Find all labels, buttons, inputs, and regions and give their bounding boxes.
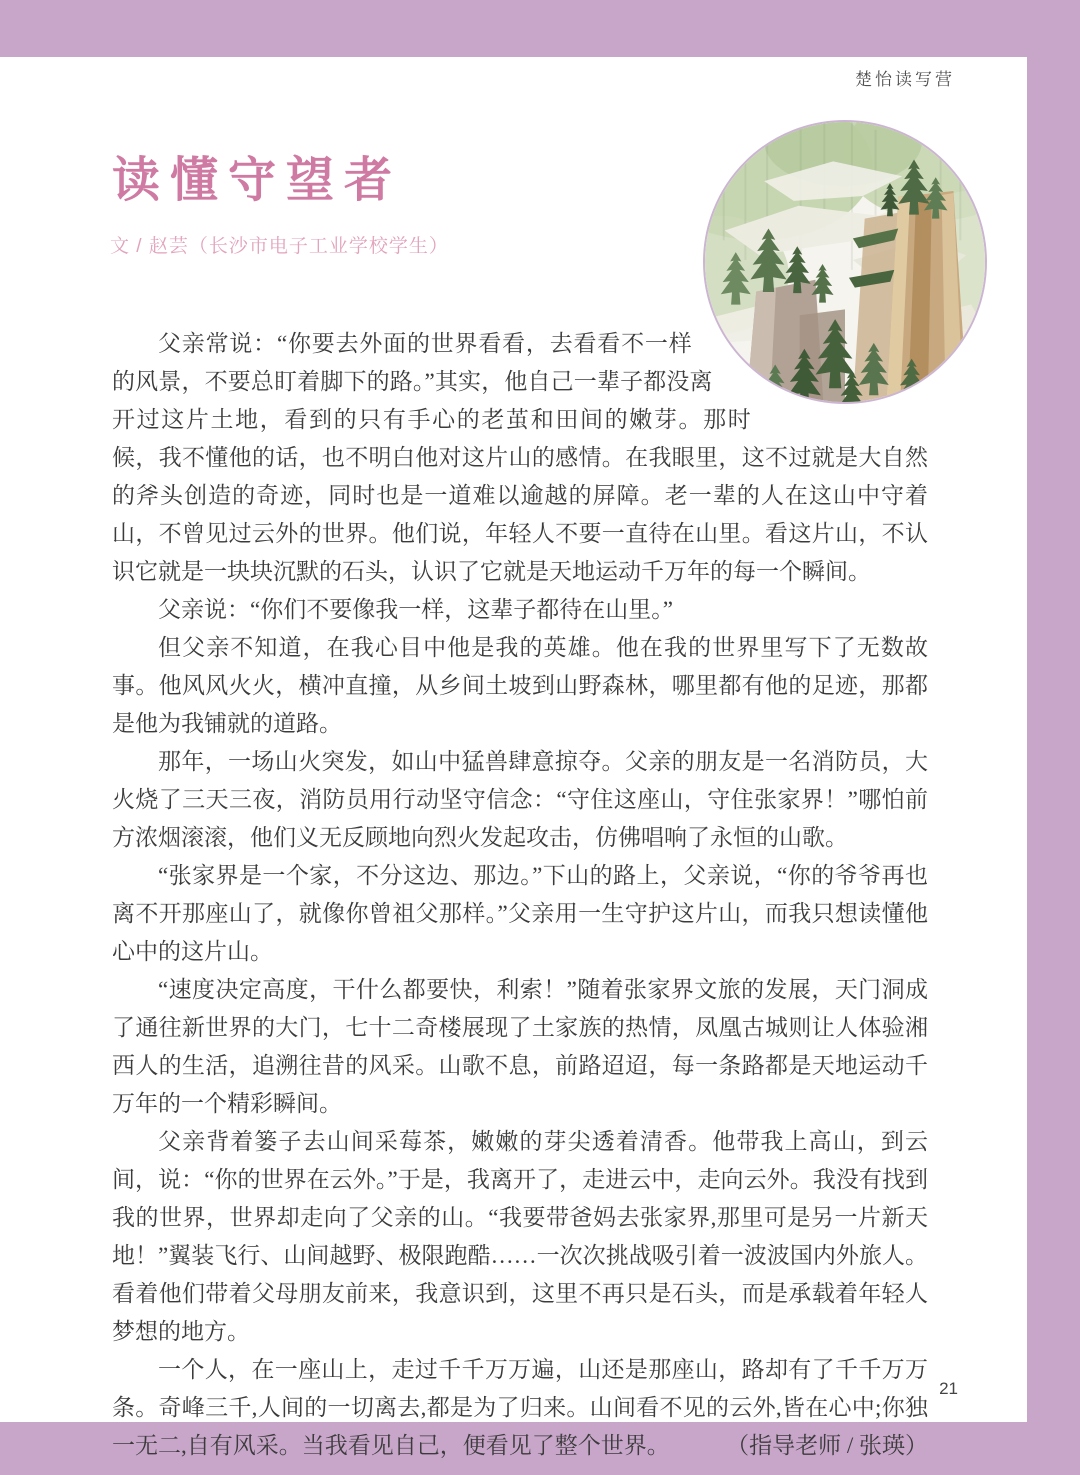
paragraph: 父亲常说：“你要去外面的世界看看，去看看不一样的风景，不要总盯着脚下的路。”其实，他自己一辈子都没离开过这片土地，看到的只有手心的老茧和田间的嫩芽。那时候，我不懂他的话，也不明白他对这片山的感情。在我眼里，这不过就是大自然的斧头创造的奇迹，同时也是一道难以逾越的屏障。老一辈的人在这山中守着山，不曾见过云外的世界。他们说，年轻人不要一直待在山里。看这片山，不认识它就是一块块沉默的石头，认识了它就是天地运动千万年的每一个瞬间。 bbox=[112, 331, 928, 584]
page-header-label: 楚怡读写营 bbox=[855, 70, 955, 89]
paragraph-text: 一个人，在一座山上，走过千千万万遍，山还是那座山，路却有了千千万万条。奇峰三千,人间的一切离去,都是为了归来。山间看不见的云外,皆在心中;你独一无二,自有风采。当我看见自己，便看见了整个世界。 bbox=[112, 1357, 928, 1458]
paragraph: 那年，一场山火突发，如山中猛兽肆意掠夺。父亲的朋友是一名消防员，大火烧了三天三夜，消防员用行动坚守信念：“守住这座山，守住张家界！”哪怕前方浓烟滚滚，他们义无反顾地向烈火发起攻击，仿佛唱响了永恒的山歌。 bbox=[112, 749, 928, 850]
paragraph: “速度决定高度，干什么都要快，利索！”随着张家界文旅的发展，天门洞成了通往新世界的大门，七十二奇楼展现了土家族的热情，凤凰古城则让人体验湘西人的生活，追溯往昔的风采。山歌不息，前路迢迢，每一条路都是天地运动千万年的一个精彩瞬间。 bbox=[112, 977, 928, 1116]
paragraph: 但父亲不知道，在我心目中他是我的英雄。他在我的世界里写下了无数故事。他风风火火，横冲直撞，从乡间土坡到山野森林，哪里都有他的足迹，那都是他为我铺就的道路。 bbox=[112, 635, 928, 736]
paragraph: 父亲背着篓子去山间采莓茶，嫩嫩的芽尖透着清香。他带我上高山，到云间，说：“你的世界在云外。”于是，我离开了，走进云中，走向云外。我没有找到我的世界，世界却走向了父亲的山。“我要带爸妈去张家界,那里可是另一片新天地！”翼装飞行、山间越野、极限跑酷……一次次挑战吸引着一波波国内外旅人。看着他们带着父母朋友前来，我意识到，这里不再只是石头，而是承载着年轻人梦想的地方。 bbox=[112, 1129, 928, 1344]
teacher-credit: （指导老师 / 张瑛） bbox=[726, 1433, 928, 1458]
page-number: 21 bbox=[939, 1379, 958, 1398]
paragraph: 父亲说：“你们不要像我一样，这辈子都待在山里。” bbox=[158, 597, 673, 622]
article-title: 读懂守望者 bbox=[112, 152, 403, 208]
paragraph bbox=[112, 1351, 928, 1465]
paragraph: “张家界是一个家，不分这边、那边。”下山的路上，父亲说，“你的爷爷再也离不开那座山了，就像你曾祖父那样。”父亲用一生守护这片山，而我只想读懂他心中的这片山。 bbox=[112, 863, 928, 964]
article-body bbox=[112, 325, 928, 1465]
magazine-page bbox=[0, 57, 1027, 1458]
article-byline: 文 / 赵芸（长沙市电子工业学校学生） bbox=[110, 236, 449, 257]
